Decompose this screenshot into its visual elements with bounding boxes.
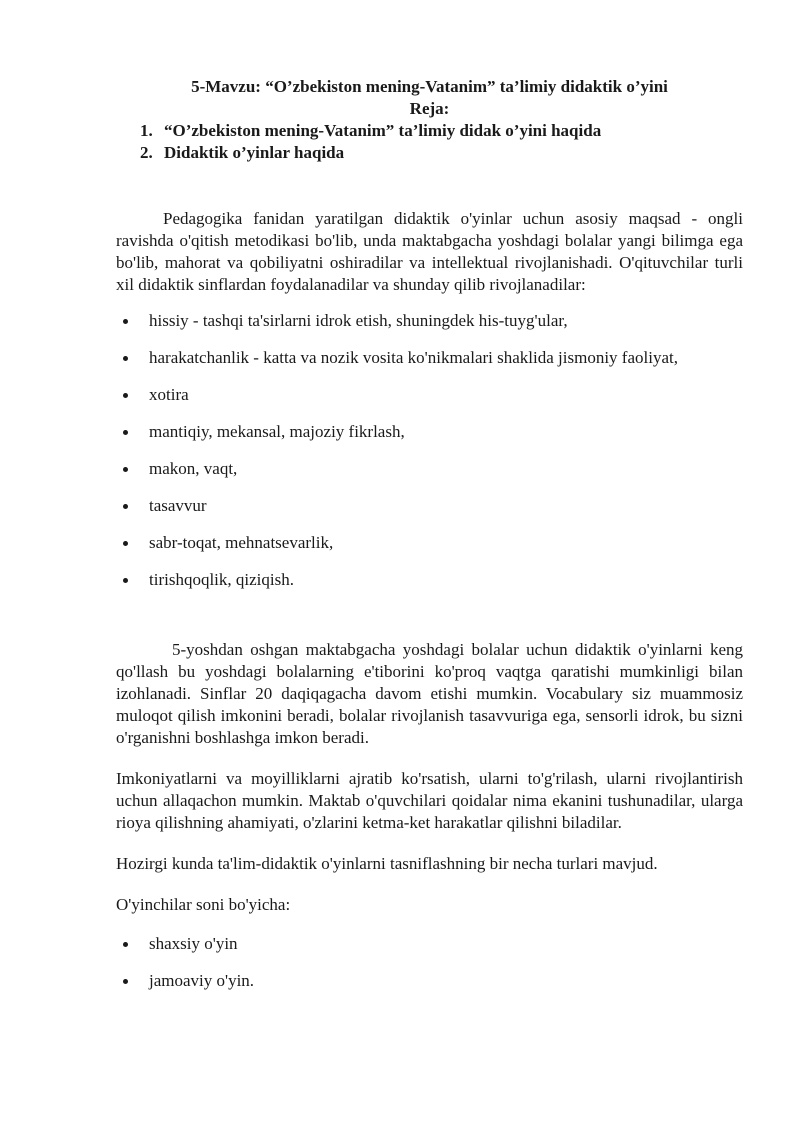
plan-item-number: 1. xyxy=(140,121,153,140)
plan-item xyxy=(116,120,743,142)
abilities-paragraph: Imkoniyatlarni va moyilliklarni ajratib ko'rsatish, ularni to'g'rilash, ularni rivojlantirish uchun allaqachon mumkin. Maktab o'quvchilari qoidalar nima ekanini tushunadilar, ularga rioya qilishning ahamiyati, o'zlarini ketma-ket harakatlar qilishni biladilar. xyxy=(116,769,743,832)
classification-paragraph: Hozirgi kunda ta'lim-didaktik o'yinlarni tasniflashning bir necha turlari mavjud. xyxy=(116,854,658,873)
bullet-icon xyxy=(123,356,128,361)
plan-item-number: 2. xyxy=(140,143,153,162)
age-paragraph: 5-yoshdan oshgan maktabgacha yoshdagi bolalar uchun didaktik o'yinlarni keng qo'llash bu yoshdagi bolalarning e'tiborini ko'proq vaqtga qaratishi mumkinligi bilan izohlanadi. Sinflar 20 daqiqagacha davom etishi mumkin. Vocabulary siz muammosiz muloqot qilish imkonini beradi, bolalar rivojlanish tasavvuriga ega, sensorli idrok, bu sizni o'rganishni boshlashga imkon beradi. xyxy=(116,640,743,747)
list-item xyxy=(116,970,743,992)
list-item xyxy=(116,495,743,517)
bullet-icon xyxy=(123,504,128,509)
list-item-text: sabr-toqat, mehnatsevarlik, xyxy=(149,533,334,552)
list-item-text: tasavvur xyxy=(149,496,207,515)
list-item xyxy=(116,933,743,955)
list-item-text: jamoaviy o'yin. xyxy=(149,971,255,990)
plan-item xyxy=(116,142,743,164)
list-item-text: mantiqiy, mekansal, majoziy fikrlash, xyxy=(149,422,405,441)
development-list xyxy=(116,310,743,591)
players-list xyxy=(116,933,743,992)
bullet-icon xyxy=(123,393,128,398)
list-item xyxy=(116,421,743,443)
bullet-icon xyxy=(123,979,128,984)
document-page xyxy=(116,76,743,992)
bullet-icon xyxy=(123,467,128,472)
list-item-text: tirishqoqlik, qiziqish. xyxy=(149,570,294,589)
list-item xyxy=(116,310,743,332)
bullet-icon xyxy=(123,430,128,435)
players-paragraph: O'yinchilar soni bo'yicha: xyxy=(116,895,291,914)
plan-item-text: “O’zbekiston mening-Vatanim” ta’limiy didak o’yini haqida xyxy=(164,121,602,140)
list-item xyxy=(116,458,743,480)
list-item-text: makon, vaqt, xyxy=(149,459,238,478)
bullet-icon xyxy=(123,541,128,546)
intro-paragraph: Pedagogika fanidan yaratilgan didaktik o'yinlar uchun asosiy maqsad - ongli ravishda o'qitish metodikasi bo'lib, unda maktabgacha yoshdagi bolalar yangi bilimga ega bo'lib, mahorat va qobiliyatni oshiradilar va intellektual rivojlanishadi. O'qituvchilar turli xil didaktik sinflardan foydalanadilar va shunday qilib rivojlanadilar: xyxy=(116,209,743,294)
list-item-text: shaxsiy o'yin xyxy=(149,934,238,953)
plan-list xyxy=(116,120,743,164)
plan-heading: Reja: xyxy=(409,99,450,118)
list-item xyxy=(116,347,743,369)
list-item-text: xotira xyxy=(149,385,189,404)
bullet-icon xyxy=(123,578,128,583)
document-title: 5-Mavzu: “O’zbekiston mening-Vatanim” ta’limiy didaktik o’yini xyxy=(191,77,668,96)
list-item xyxy=(116,384,743,406)
list-item xyxy=(116,569,743,591)
list-item-text: harakatchanlik - katta va nozik vosita ko'nikmalari shaklida jismoniy faoliyat, xyxy=(149,348,678,367)
bullet-icon xyxy=(123,319,128,324)
bullet-icon xyxy=(123,942,128,947)
plan-item-text: Didaktik o’yinlar haqida xyxy=(164,143,345,162)
list-item xyxy=(116,532,743,554)
list-item-text: hissiy - tashqi ta'sirlarni idrok etish, shuningdek his-tuyg'ular, xyxy=(149,311,568,330)
